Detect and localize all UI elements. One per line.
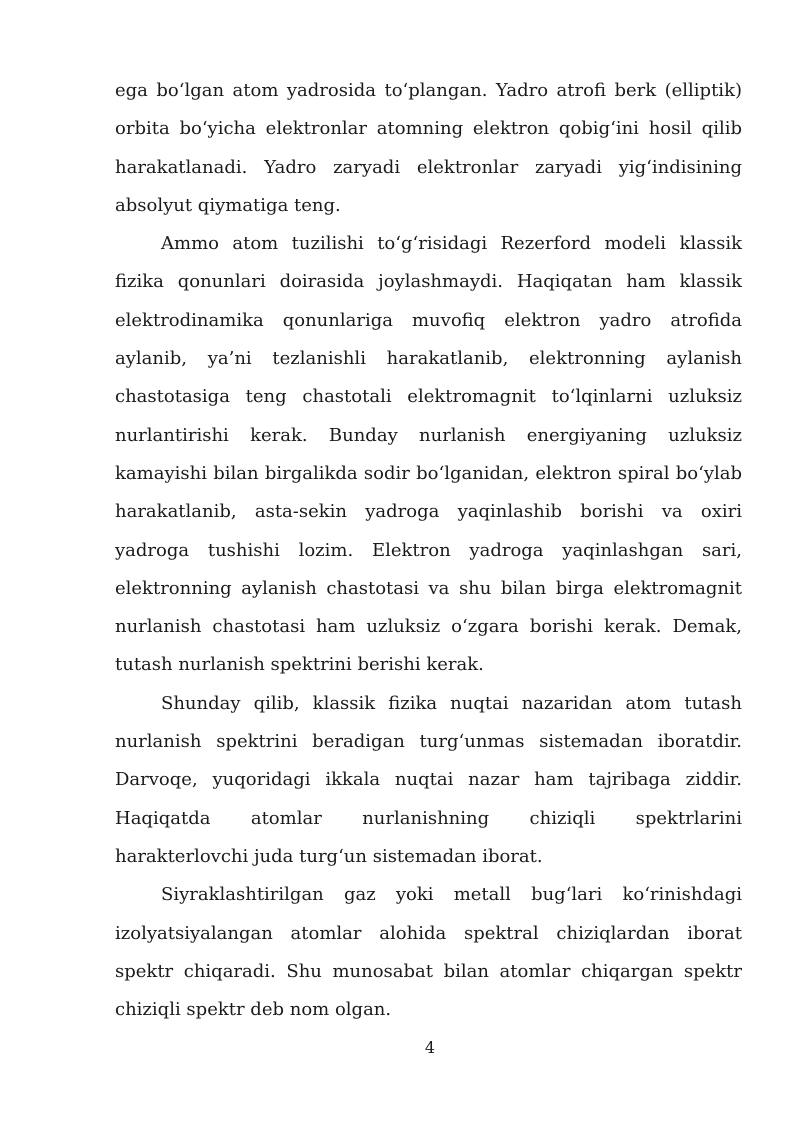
paragraph-1: ega bo‘lgan atom yadrosida to‘plangan. Yadro atrofi berk (elliptik) orbita bo‘yicha elektronlar atomning elektron qobig‘ini hosil qilib harakatlanadi. Yadro zaryadi elektronlar zaryadi yig‘indisining absolyut qiymatiga teng. [115,80,742,216]
paragraph-4: Siyraklashtirilgan gaz yoki metall bug‘lari ko‘rinishdagi izolyatsiyalangan atomlar alohida spektral chiziqlardan iborat spektr chiqaradi. Shu munosabat bilan atomlar chiqargan spektr chiziqli spektr deb nom olgan. [115,884,742,1021]
paragraph-2: Ammo atom tuzilishi to‘g‘risidagi Rezerford modeli klassik fizika qonunlari doirasida joylashmaydi. Haqiqatan ham klassik elektrodinamika qonunlariga muvofiq elektron yadro atrofida aylanib, ya’ni tezlanishli harakatlanib, elektronning aylanish chastotasiga teng chastotali elektromagnit to‘lqinlarni uzluksiz nurlantirishi kerak. Bunday nurlanish energiyaning uzluksiz kamayishi bilan birgalikda sodir bo‘lganidan, elektron spiral bo‘ylab harakatlanib, asta-sekin yadroga yaqinlashib borishi va oxiri yadroga tushishi lozim. Elektron yadroga yaqinlashgan sari, elektronning aylanish chastotasi va shu bilan birga elektromagnit nurlanish chastotasi ham uzluksiz o‘zgara borishi kerak. Demak, tutash nurlanish spektrini berishi kerak. [115,233,742,676]
document-body [115,72,742,1029]
page-number: 4 [424,1038,436,1057]
paragraph-3: Shunday qilib, klassik fizika nuqtai nazaridan atom tutash nurlanish spektrini beradigan turg‘unmas sistemadan iboratdir. Darvoqe, yuqoridagi ikkala nuqtai nazar ham tajribaga ziddir. Haqiqatda atomlar nurlanishning chiziqli spektrlarini harakterlovchi juda turg‘un sistemadan iborat. [115,692,742,867]
